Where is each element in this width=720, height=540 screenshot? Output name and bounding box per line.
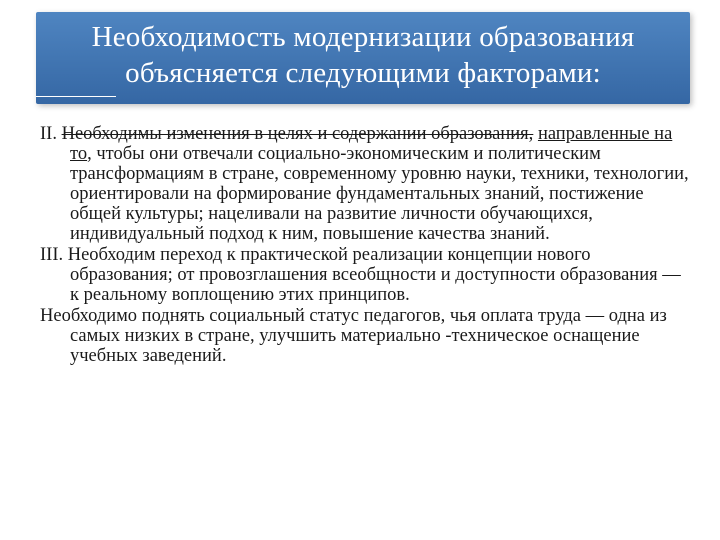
paragraph-2-struck-text: Необходимы изменения в целях и содержании образования, [61, 124, 534, 144]
paragraph-2 [40, 124, 690, 244]
paragraph-2-prefix: II. [40, 124, 62, 144]
paragraph-4: Необходимо поднять социальный статус педагогов, чья оплата труда — одна из самых низких в стране, улучшить материально -техническое оснащение учебных заведений. [40, 306, 667, 366]
title-line-1: Необходимость модернизации образования [91, 21, 635, 53]
paragraph-2-struck-underlined-text: направленные на то [70, 124, 673, 164]
slide-title [36, 19, 690, 91]
title-underline-mark [36, 96, 116, 97]
paragraph-2-text: , чтобы они отвечали социально-экономическим и политическим трансформациям в стране, современному уровню науки, техники, технологии, ориентировали на формирование фундаментальных знаний, постижение общей культуры; нацеливали на развитие личности обучающихся, индивидуальный подход к ним, повышение качества знаний. [70, 144, 689, 244]
title-line-2: объясняется следующими факторами: [125, 57, 601, 89]
slide-body [40, 124, 690, 367]
paragraph-3: III. Необходим переход к практической реализации концепции нового образования; от провозглашения всеобщности и доступности образования — к реальному воплощению этих принципов. [40, 245, 681, 305]
